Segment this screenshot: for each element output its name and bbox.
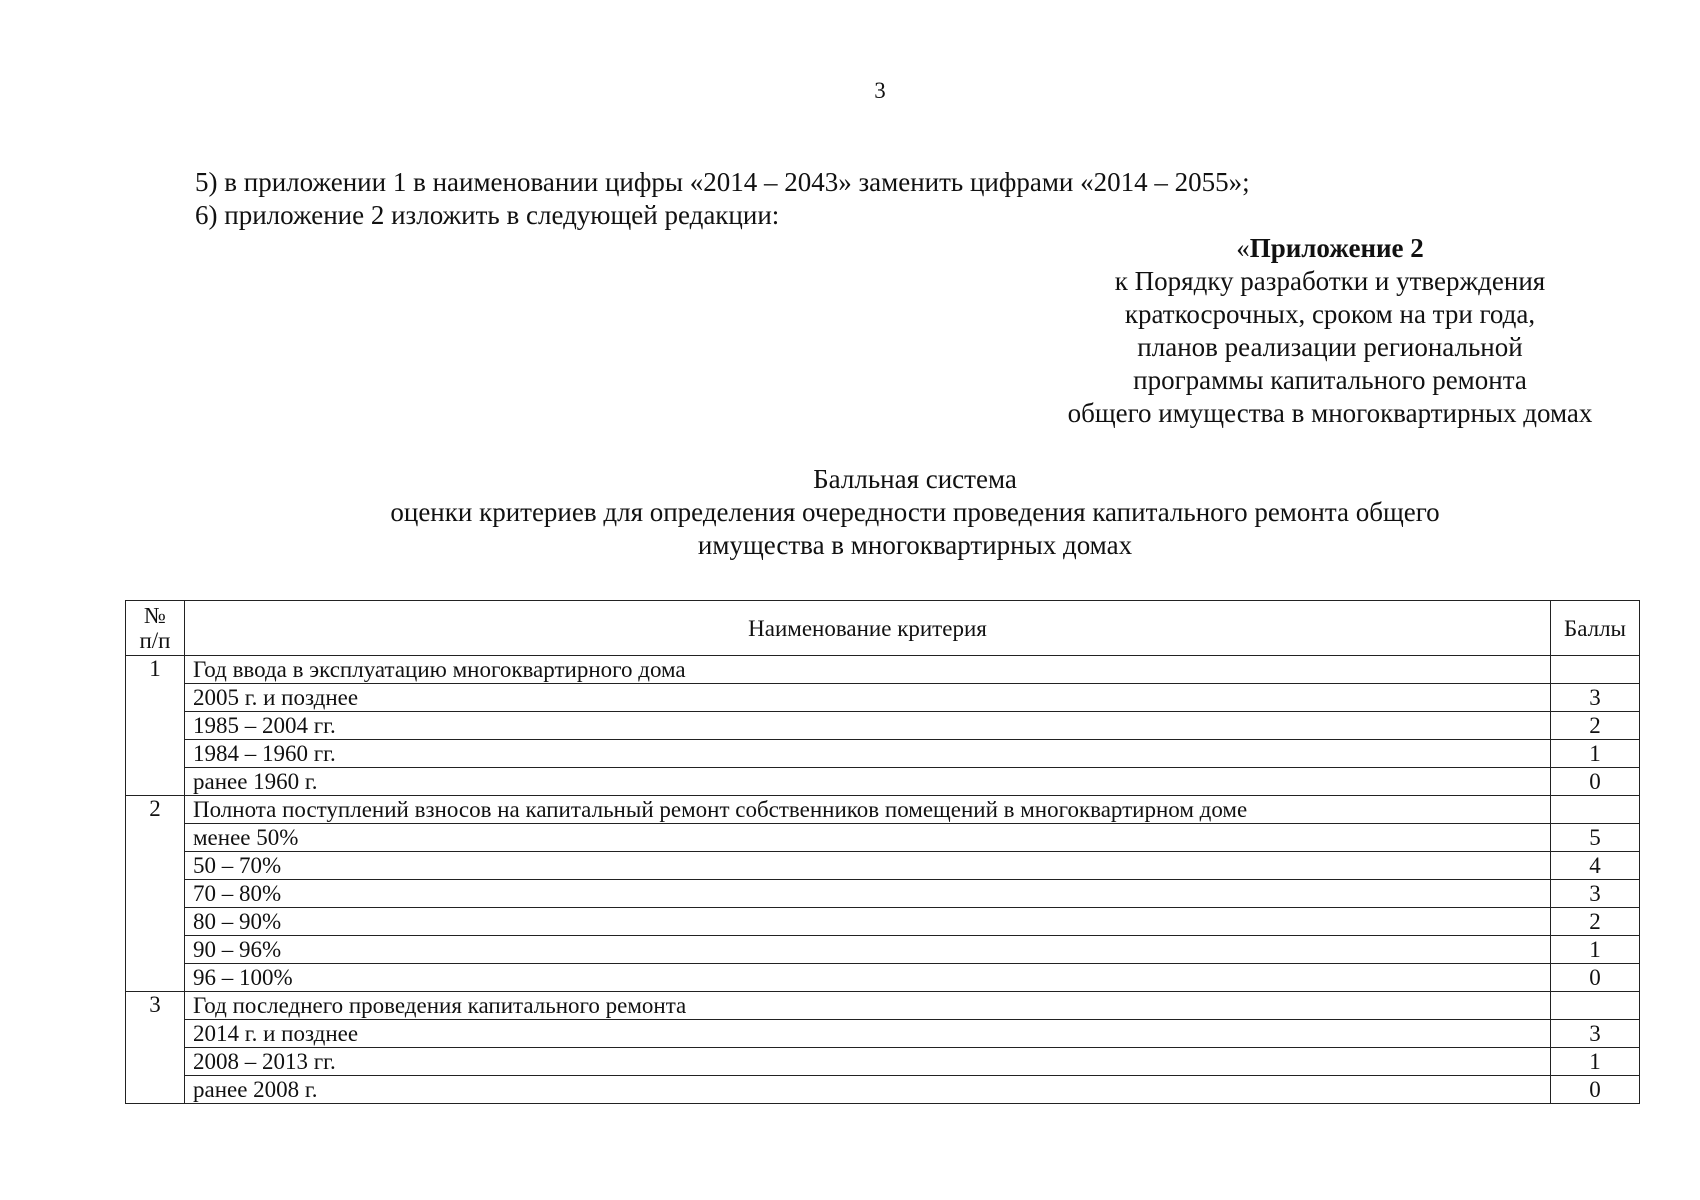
appendix-block <box>1030 232 1630 430</box>
section-title: Год последнего проведения капитального ремонта <box>185 992 1551 1020</box>
header-num-line: № <box>144 603 166 628</box>
criterion-score: 3 <box>1551 1020 1640 1048</box>
header-name: Наименование критерия <box>185 601 1551 656</box>
appendix-line: общего имущества в многоквартирных домах <box>1067 398 1593 428</box>
section-title: Полнота поступлений взносов на капитальный ремонт собственников помещений в многоквартирном доме <box>185 796 1551 824</box>
table-row <box>126 1076 1640 1104</box>
section-title-row <box>126 992 1640 1020</box>
criterion-label: 80 – 90% <box>185 908 1551 936</box>
heading-line: оценки критериев для определения очередности проведения капитального ремонта общего <box>390 497 1440 527</box>
header-num-line: п/п <box>139 628 171 653</box>
criterion-score: 4 <box>1551 852 1640 880</box>
criterion-score: 3 <box>1551 880 1640 908</box>
appendix-title <box>1030 232 1630 265</box>
opening-quote: « <box>1236 233 1250 263</box>
document-heading <box>280 463 1550 562</box>
criterion-label: ранее 1960 г. <box>185 768 1551 796</box>
heading-line: имущества в многоквартирных домах <box>697 530 1133 560</box>
criteria-table <box>125 600 1640 1104</box>
section-number: 1 <box>126 656 185 796</box>
criterion-score: 1 <box>1551 740 1640 768</box>
criterion-label: 1984 – 1960 гг. <box>185 740 1551 768</box>
section-number: 3 <box>126 992 185 1104</box>
appendix-line: краткосрочных, сроком на три года, <box>1124 299 1536 329</box>
appendix-line: программы капитального ремонта <box>1133 365 1527 395</box>
criterion-score: 0 <box>1551 1076 1640 1104</box>
criterion-score: 3 <box>1551 684 1640 712</box>
section-score-empty <box>1551 656 1640 684</box>
table-row <box>126 852 1640 880</box>
criterion-score: 0 <box>1551 964 1640 992</box>
section-number: 2 <box>126 796 185 992</box>
table-row <box>126 768 1640 796</box>
criterion-label: ранее 2008 г. <box>185 1076 1551 1104</box>
section-score-empty <box>1551 796 1640 824</box>
header-num <box>126 601 185 656</box>
section-title-row <box>126 796 1640 824</box>
criterion-label: менее 50% <box>185 824 1551 852</box>
appendix-title-text: Приложение 2 <box>1249 233 1424 263</box>
table-row <box>126 964 1640 992</box>
criterion-label: 2014 г. и позднее <box>185 1020 1551 1048</box>
criterion-label: 2008 – 2013 гг. <box>185 1048 1551 1076</box>
table-row <box>126 1048 1640 1076</box>
section-title-row <box>126 656 1640 684</box>
criterion-label: 70 – 80% <box>185 880 1551 908</box>
criterion-score: 5 <box>1551 824 1640 852</box>
criterion-score: 1 <box>1551 936 1640 964</box>
table-row <box>126 1020 1640 1048</box>
criterion-label: 2005 г. и позднее <box>185 684 1551 712</box>
criterion-label: 1985 – 2004 гг. <box>185 712 1551 740</box>
page-number: 3 <box>874 78 886 103</box>
criterion-label: 90 – 96% <box>185 936 1551 964</box>
criterion-label: 96 – 100% <box>185 964 1551 992</box>
section-title: Год ввода в эксплуатацию многоквартирного дома <box>185 656 1551 684</box>
table-body <box>126 656 1640 1104</box>
table-header-row <box>126 601 1640 656</box>
amendment-item-5: 5) в приложении 1 в наименовании цифры «2014 – 2043» заменить цифрами «2014 – 2055»; <box>195 167 1250 197</box>
table-row <box>126 712 1640 740</box>
criterion-score: 2 <box>1551 712 1640 740</box>
table-row <box>126 880 1640 908</box>
appendix-line: к Порядку разработки и утверждения <box>1114 266 1546 296</box>
table-row <box>126 684 1640 712</box>
amendment-item-6: 6) приложение 2 изложить в следующей редакции: <box>195 200 780 230</box>
header-score: Баллы <box>1551 601 1640 656</box>
table-row <box>126 824 1640 852</box>
criterion-score: 0 <box>1551 768 1640 796</box>
appendix-line: планов реализации региональной <box>1137 332 1523 362</box>
section-score-empty <box>1551 992 1640 1020</box>
heading-line: Балльная система <box>813 464 1017 494</box>
table-row <box>126 740 1640 768</box>
table-row <box>126 908 1640 936</box>
criterion-score: 1 <box>1551 1048 1640 1076</box>
criterion-label: 50 – 70% <box>185 852 1551 880</box>
table-row <box>126 936 1640 964</box>
criterion-score: 2 <box>1551 908 1640 936</box>
